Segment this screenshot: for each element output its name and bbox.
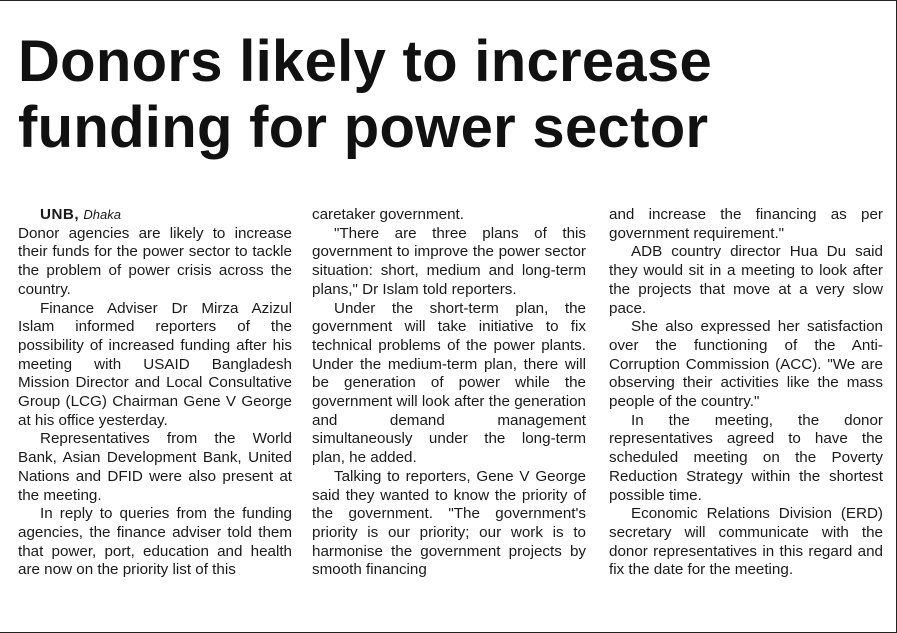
article-headline: Donors likely to increase funding for power sector	[18, 29, 713, 160]
body-paragraph: "There are three plans of this government to improve the power sector situation: short, medium and long-term plans," Dr Islam told reporters.	[312, 224, 586, 298]
article-column-3	[609, 206, 883, 580]
body-paragraph: In the meeting, the donor representatives agreed to have the scheduled meeting on the Poverty Reduction Strategy within the shortest possible time.	[609, 411, 883, 504]
body-paragraph: Donor agencies are likely to increase their funds for the power sector to tackle the problem of power crisis across the country.	[18, 224, 292, 298]
body-paragraph: caretaker government.	[312, 206, 464, 223]
body-paragraph: She also expressed her satisfaction over the functioning of the Anti-Corruption Commission (ACC). "We are observing their activities like the mass people of the country."	[609, 318, 883, 411]
article-byline	[18, 206, 292, 225]
body-paragraph: Under the short-term plan, the government will take initiative to fix technical problems of the power plants. Under the medium-term plan, there will be generation of power while the government will look after the generation and demand management simultaneously under the long-term plan, he added.	[312, 299, 586, 467]
body-paragraph: Representatives from the World Bank, Asian Development Bank, United Nations and DFID were also present at the meeting.	[18, 430, 292, 504]
body-paragraph: Talking to reporters, Gene V George said they wanted to know the priority of the government. "The government's priority is our priority; our work is to harmonise the government projects by smooth financing	[312, 467, 586, 579]
body-paragraph: ADB country director Hua Du said they would sit in a meeting to look after the projects that move at a very slow pace.	[609, 243, 883, 317]
body-paragraph: In reply to queries from the funding agencies, the finance adviser told them that power, port, education and health are now on the priority list of this	[18, 505, 292, 579]
byline-agency: UNB,	[40, 206, 80, 223]
article-column-2	[312, 206, 586, 580]
body-paragraph: and increase the financing as per government requirement."	[609, 206, 883, 242]
body-paragraph: Economic Relations Division (ERD) secretary will communicate with the donor representatives in this regard and fix the date for the meeting.	[609, 505, 883, 579]
body-paragraph: Finance Adviser Dr Mirza Azizul Islam informed reporters of the possibility of increased funding after his meeting with USAID Bangladesh Mission Director and Local Consultative Group (LCG) Chairman Gene V George at his office yesterday.	[18, 299, 292, 429]
article-column-1	[18, 206, 292, 580]
byline-place: Dhaka	[83, 207, 121, 222]
